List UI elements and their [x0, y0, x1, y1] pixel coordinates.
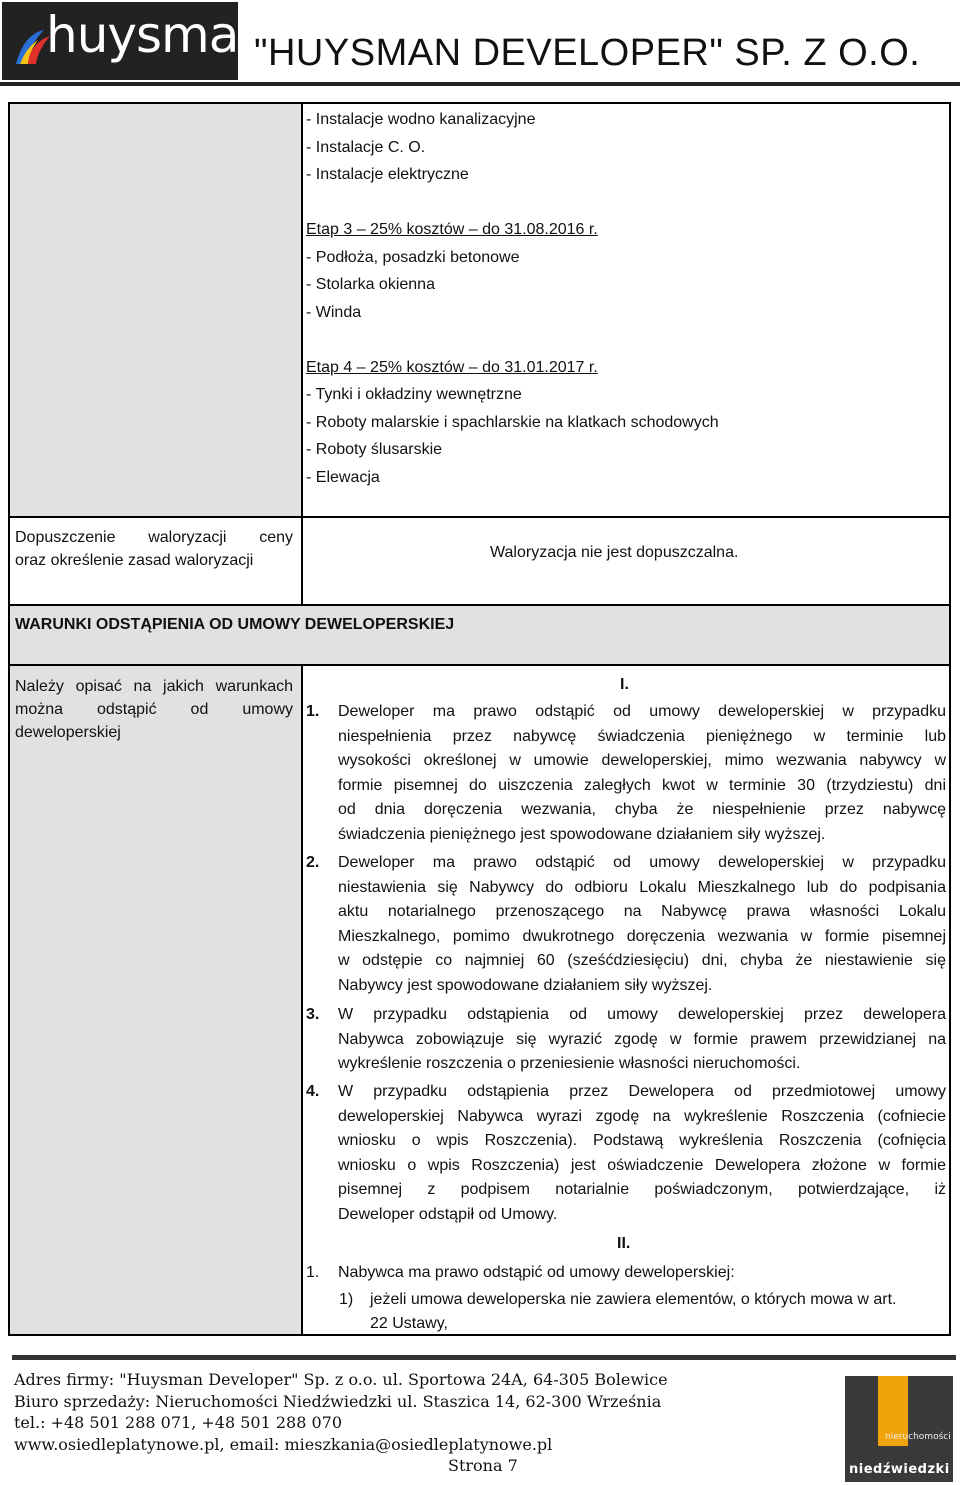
- paragraph-line: Nabywca zobowiązuje się wyrazić zgodę w formie prawem przewidzianej na: [338, 1030, 946, 1048]
- withdrawal-paragraph-1: [338, 700, 946, 848]
- item-number: 4.: [306, 1083, 320, 1100]
- paragraph-line: Mieszkalnego, pomimo dwukrotnego doręczenia wezwania w formie pisemnej: [338, 927, 946, 945]
- header-rule: [0, 82, 960, 86]
- paragraph-line: wniosku o wpis Roszczenia). Podstawą wykreślenia Roszczenia (cofnięcia: [338, 1132, 946, 1150]
- logo-text: huysman: [46, 6, 270, 64]
- part1-heading: I.: [620, 676, 629, 693]
- paragraph-line: wysokości określonej w umowie deweloperskiej, mimo wezwania nabywcy w: [338, 752, 946, 770]
- item-number: 3.: [306, 1006, 320, 1023]
- partner-name: niedźwiedzki: [849, 1462, 950, 1477]
- stage-item: - Elewacja: [306, 469, 380, 486]
- sub-item-number: 1): [339, 1291, 354, 1308]
- stage4-title: Etap 4 – 25% kosztów – do 31.01.2017 r.: [306, 359, 598, 376]
- item-number: 2.: [306, 854, 320, 871]
- paragraph-line: świadczenia pieniężnego jest spowodowane działaniem siły wyższej.: [338, 825, 826, 843]
- stage3-title: Etap 3 – 25% kosztów – do 31.08.2016 r.: [306, 221, 598, 238]
- paragraph-line: Deweloper ma prawo odstąpić od umowy deweloperskiej w przypadku: [338, 854, 946, 871]
- paragraph-line: aktu notarialnego przenoszącego na Nabywcę prawa własności Lokalu: [338, 903, 946, 921]
- stage-item: - Roboty ślusarskie: [306, 441, 443, 458]
- footer-web-email[interactable]: www.osiedleplatynowe.pl, email: mieszkania@osiedleplatynowe.pl: [14, 1435, 553, 1454]
- stage-item: - Instalacje C. O.: [306, 139, 426, 156]
- paragraph-line: niespełnienia przez nabywcę świadczenia pieniężnego w terminie lub: [338, 727, 946, 745]
- withdrawal-paragraph-2: [338, 851, 946, 999]
- withdrawal-label-line2: można odstąpić od umowy: [15, 701, 293, 718]
- paragraph-line: pisemnej z podpisem notarialnie poświadczonym, potwierdzające, iż: [338, 1181, 946, 1199]
- part2-item-text: Nabywca ma prawo odstąpić od umowy deweloperskiej:: [338, 1264, 735, 1281]
- paragraph-line: W przypadku odstąpienia przez Dewelopera od przedmiotowej umowy: [338, 1083, 946, 1100]
- valorization-value: Waloryzacja nie jest dopuszczalna.: [490, 544, 739, 561]
- niedzwiedzki-logo: [845, 1376, 953, 1482]
- sub-item-line: jeżeli umowa deweloperska nie zawiera elementów, o których mowa w art.: [370, 1291, 897, 1308]
- company-title: "HUYSMAN DEVELOPER" SP. Z O.O.: [254, 32, 921, 74]
- stage-item: - Instalacje elektryczne: [306, 166, 469, 183]
- stage-item: - Stolarka okienna: [306, 276, 435, 293]
- paragraph-line: niestawienia się Nabywcy do odbioru Lokalu Mieszkalnego lub do podpisania: [338, 878, 946, 896]
- footer-address: Adres firmy: "Huysman Developer" Sp. z o.o. ul. Sportowa 24A, 64-305 Bolewice: [14, 1370, 668, 1389]
- withdrawal-paragraph-4: [338, 1080, 946, 1228]
- huysman-logo: [2, 2, 270, 80]
- footer-sales-office: Biuro sprzedaży: Nieruchomości Niedźwiedzki ul. Staszica 14, 62-300 Września: [14, 1392, 662, 1411]
- withdrawal-label-cell: [8, 665, 302, 1335]
- stage-item: - Tynki i okładziny wewnętrzne: [306, 386, 522, 403]
- paragraph-line: w odstępie co najmniej 60 (sześćdziesięciu) dni, chyba że niestawienie się: [338, 952, 946, 970]
- footer-phone: tel.: +48 501 288 071, +48 501 288 070: [14, 1413, 343, 1432]
- stage-item: - Roboty malarskie i spachlarskie na klatkach schodowych: [306, 414, 719, 431]
- paragraph-line: Nabywcy jest spowodowane działaniem siły wyższej.: [338, 976, 713, 994]
- paragraph-line: W przypadku odstąpienia od umowy deweloperskiej przez dewelopera: [338, 1006, 946, 1023]
- stage-item: - Podłoża, posadzki betonowe: [306, 249, 520, 266]
- paragraph-line: wniosku o wpis Roszczenia) jest oświadczenie Dewelopera złożone w formie: [338, 1156, 946, 1174]
- withdrawal-label-line3: deweloperskiej: [15, 724, 121, 741]
- sub-item-line: 22 Ustawy,: [370, 1315, 448, 1332]
- section-header-cell: [8, 605, 950, 665]
- paragraph-line: Deweloper odstąpił od Umowy.: [338, 1205, 558, 1223]
- paragraph-line: od dnia doręczenia wezwania, chyba że niespełnienie przez nabywcę: [338, 801, 946, 819]
- footer-rule: [12, 1355, 956, 1360]
- item-number: 1.: [306, 703, 320, 720]
- paragraph-line: wykreślenie roszczenia o przeniesienie własności nieruchomości.: [338, 1055, 801, 1073]
- paragraph-line: deweloperskiej Nabywca wyrazi zgodę na wykreślenie Roszczenia (cofniecie: [338, 1107, 946, 1125]
- stage-item: - Winda: [306, 304, 362, 321]
- page-number: Strona 7: [448, 1456, 518, 1475]
- paragraph-line: formie pisemnej do uiszczenia zaległych kwot w terminie 30 (trzydziestu) dni: [338, 776, 946, 794]
- stages-label-cell: [8, 103, 302, 517]
- withdrawal-label-line1: Należy opisać na jakich warunkach: [15, 678, 293, 695]
- partner-small-text: nieruchomości: [885, 1432, 951, 1442]
- part2-item-number: 1.: [306, 1264, 320, 1281]
- paragraph-line: Deweloper ma prawo odstąpić od umowy deweloperskiej w przypadku: [338, 703, 946, 720]
- part2-heading: II.: [617, 1235, 631, 1252]
- section-title: WARUNKI ODSTĄPIENIA OD UMOWY DEWELOPERSKIEJ: [15, 616, 455, 633]
- withdrawal-paragraph-3: [338, 1003, 946, 1077]
- stage-item: - Instalacje wodno kanalizacyjne: [306, 111, 536, 128]
- valorization-label-line2: oraz określenie zasad waloryzacji: [15, 552, 254, 569]
- valorization-label-line1: Dopuszczenie waloryzacji ceny: [15, 529, 293, 546]
